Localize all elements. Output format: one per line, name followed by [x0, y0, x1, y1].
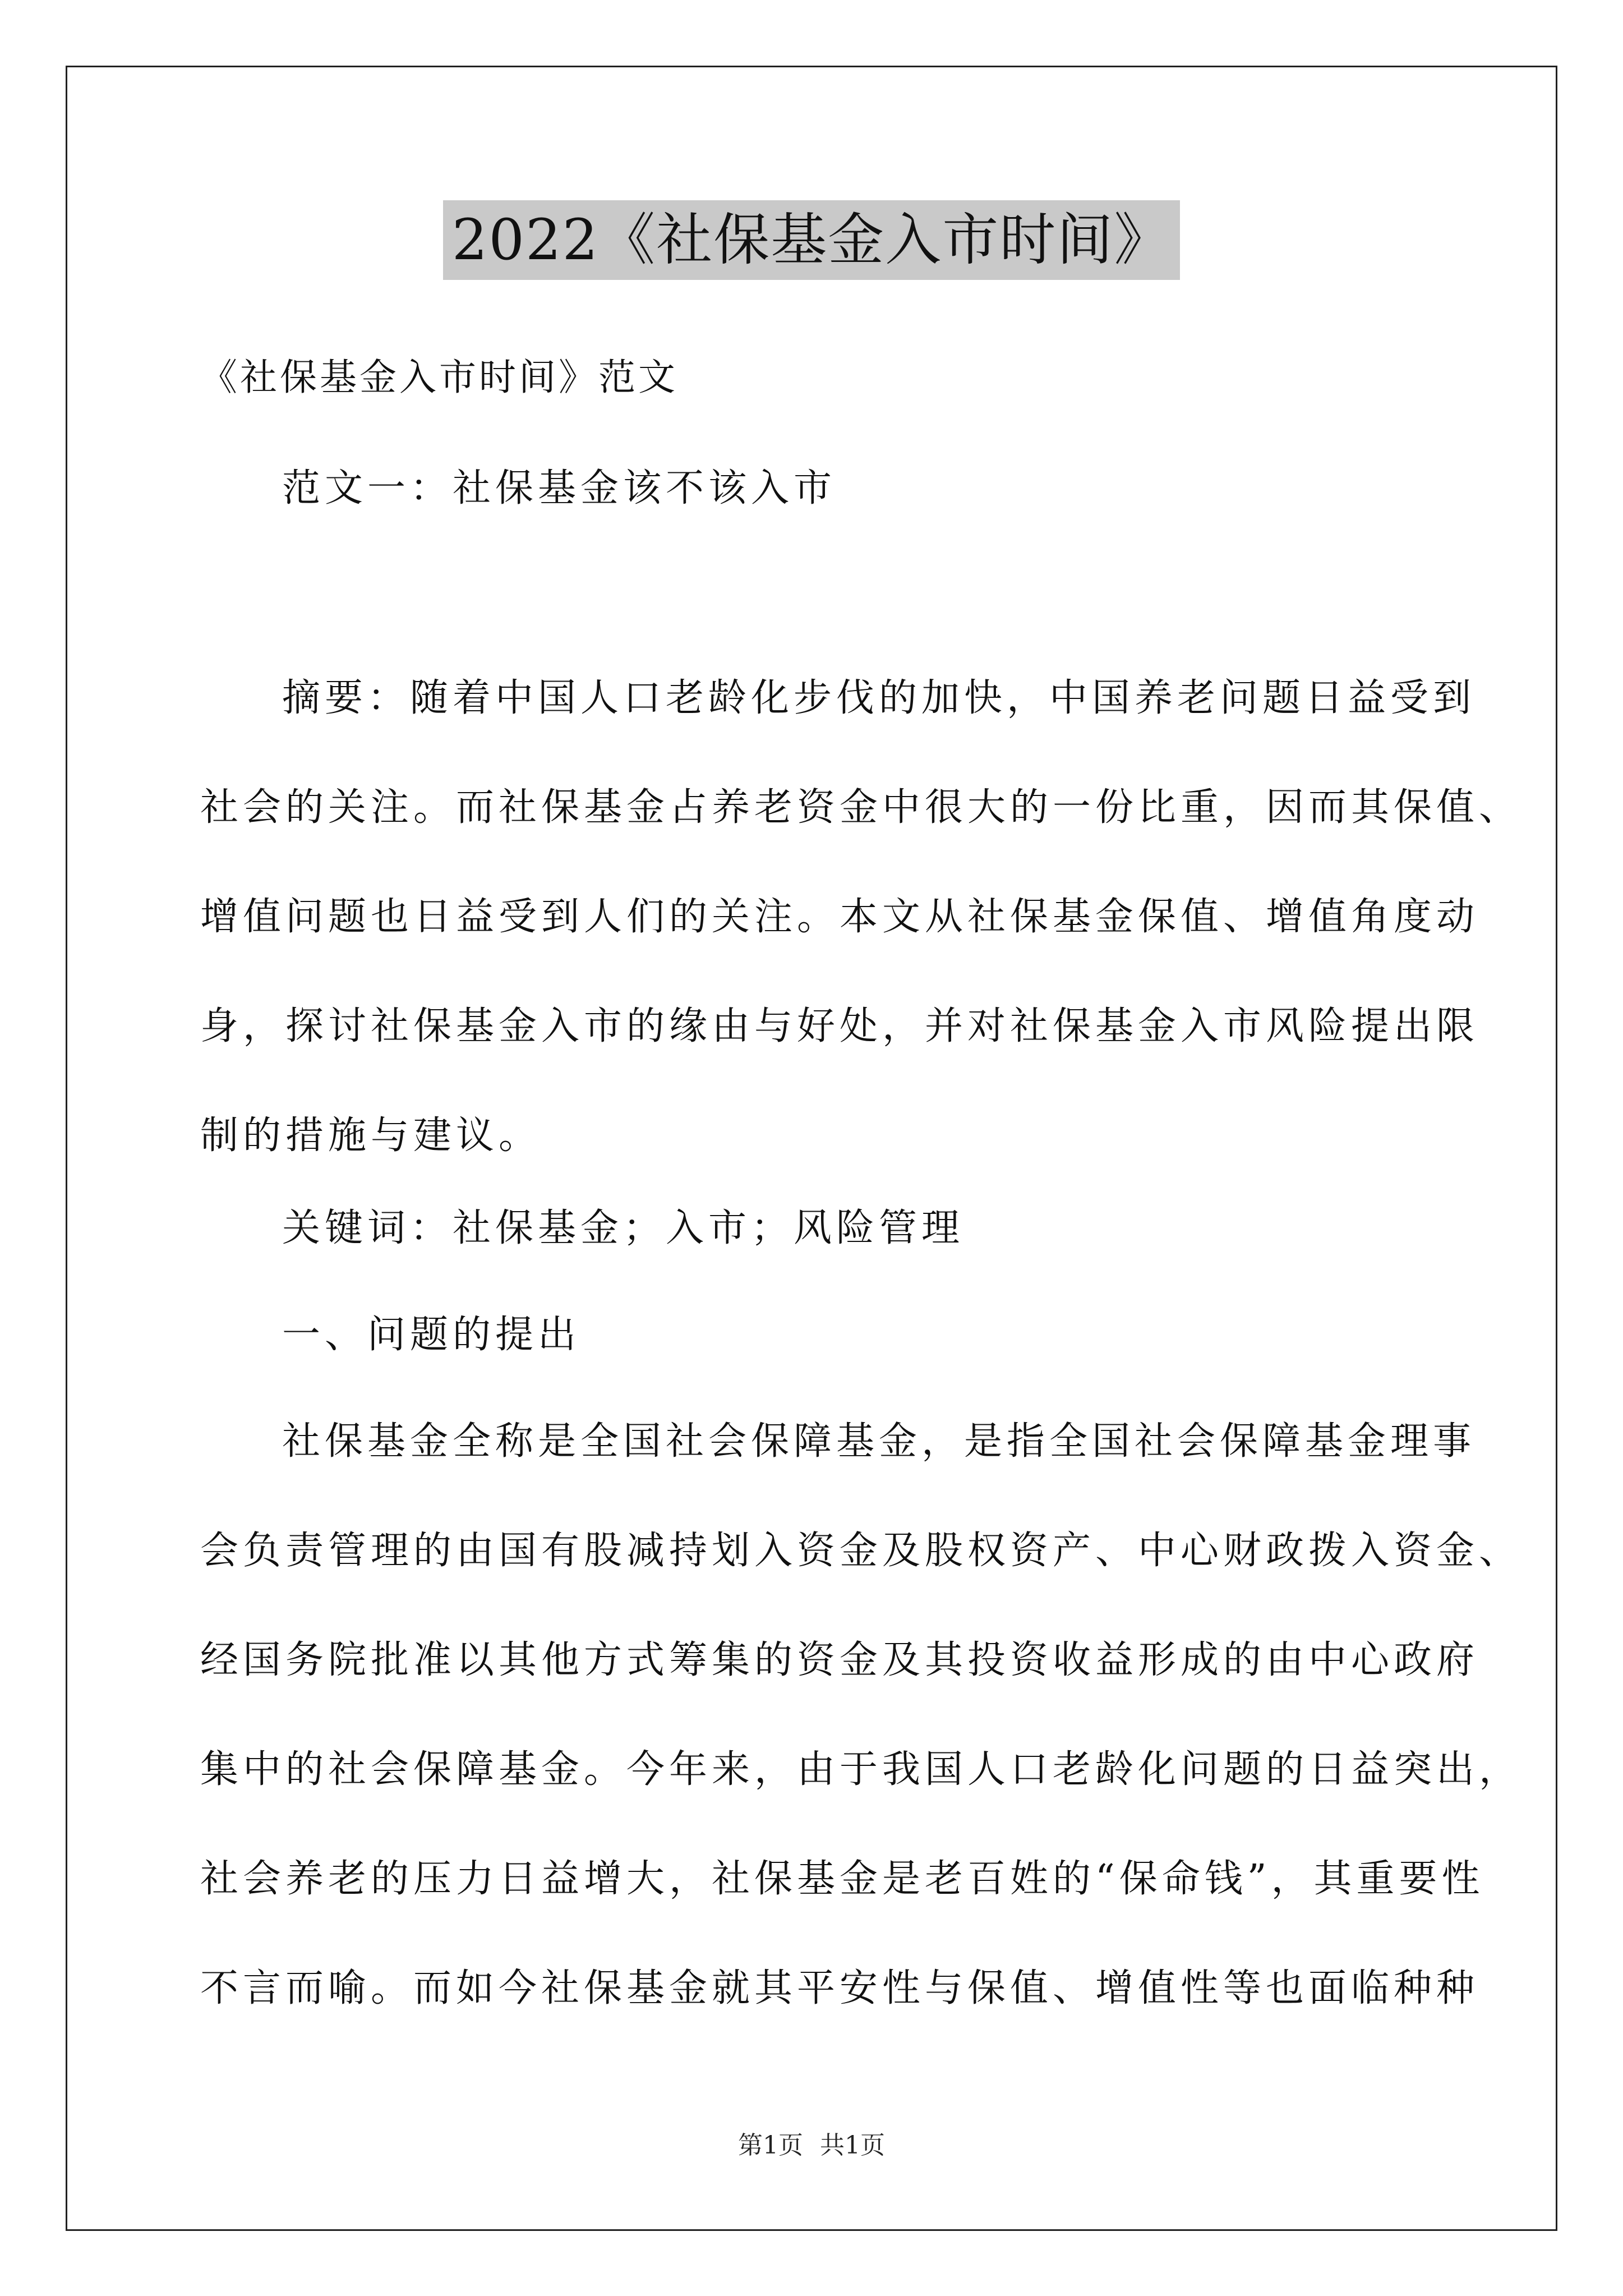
- page-number: 第1页: [738, 2131, 803, 2160]
- abstract-line: 增值问题也日益受到人们的关注。本文从社保基金保值、增值角度动: [200, 895, 1479, 939]
- section-heading: 一、问题的提出: [282, 1313, 581, 1357]
- keywords-line: 关键词：社保基金；入市；风险管理: [282, 1206, 965, 1250]
- body-line: 经国务院批准以其他方式筹集的资金及其投资收益形成的由中心政府: [200, 1638, 1479, 1682]
- abstract-line: 制的措施与建议。: [200, 1114, 542, 1158]
- body-line: 会负责管理的由国有股减持划入资金及股权资产、中心财政拨入资金、: [200, 1529, 1522, 1573]
- abstract-line: 身，探讨社保基金入市的缘由与好处，并对社保基金入市风险提出限: [200, 1004, 1479, 1048]
- title-area: [0, 200, 1623, 280]
- subtitle-line: 《社保基金入市时间》范文: [200, 356, 678, 399]
- body-line: 不言而喻。而如今社保基金就其平安性与保值、增值性等也面临种种: [200, 1966, 1479, 2010]
- page-total: 共1页: [820, 2131, 885, 2160]
- body-line: 集中的社会保障基金。今年来，由于我国人口老龄化问题的日益突出，: [200, 1747, 1522, 1792]
- body-line: 社会养老的压力日益增大，社保基金是老百姓的“保命钱”，其重要性: [200, 1857, 1484, 1901]
- document-title: 2022《社保基金入市时间》: [443, 200, 1181, 280]
- abstract-line: 社会的关注。而社保基金占养老资金中很大的一份比重，因而其保值、: [200, 785, 1522, 830]
- sample-heading: 范文一：社保基金该不该入市: [282, 466, 837, 510]
- abstract-line: 摘要：随着中国人口老龄化步伐的加快，中国养老问题日益受到: [282, 676, 1476, 720]
- page-footer: [0, 2129, 1623, 2162]
- body-line: 社保基金全称是全国社会保障基金，是指全国社会保障基金理事: [282, 1419, 1476, 1464]
